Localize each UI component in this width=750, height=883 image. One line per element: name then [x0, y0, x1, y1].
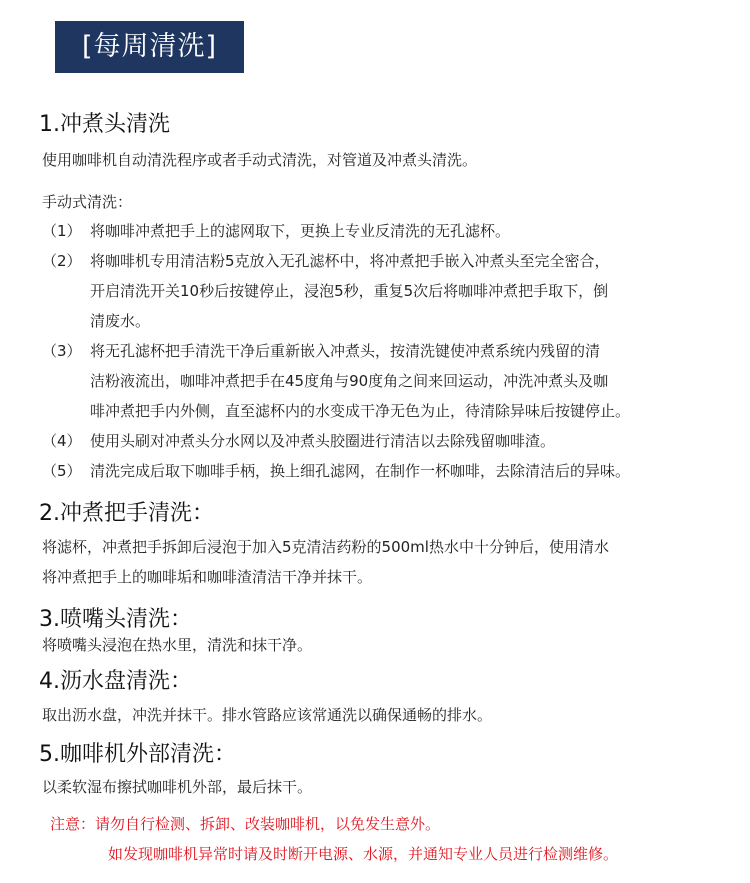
warning-line-2: 如发现咖啡机异常时请及时断开电源、水源，并通知专业人员进行检测维修。 [108, 845, 619, 863]
step-2-line-2: 开启清洗开关10秒后按键停止，浸泡5秒，重复5次后将咖啡冲煮把手取下，倒 [90, 282, 609, 300]
step-2-line-1: 将咖啡机专用清洁粉5克放入无孔滤杯中，将冲煮把手嵌入冲煮头至完全密合， [90, 252, 610, 270]
step-5-number: （5） [42, 462, 82, 480]
step-1-number: （1） [42, 222, 82, 240]
section-4-title: 4.沥水盘清洗： [39, 669, 192, 694]
step-2-line-3: 清废水。 [90, 312, 151, 330]
step-3-number: （3） [42, 342, 82, 360]
step-3-line-1: 将无孔滤杯把手清洗干净后重新嵌入冲煮头，按清洗键使冲煮系统内残留的清 [90, 342, 601, 360]
section-5-text: 以柔软湿布擦拭咖啡机外部，最后抹干。 [42, 778, 313, 796]
section-2-title: 2.冲煮把手清洗： [39, 501, 214, 526]
step-1-line-1: 将咖啡冲煮把手上的滤网取下，更换上专业反清洗的无孔滤杯。 [90, 222, 511, 240]
section-1-intro: 使用咖啡机自动清洗程序或者手动式清洗，对管道及冲煮头清洗。 [42, 151, 478, 169]
step-4-number: （4） [42, 432, 82, 450]
step-3-line-2: 洁粉液流出，咖啡冲煮把手在45度角与90度角之间来回运动，冲洗冲煮头及咖 [90, 372, 609, 390]
section-2-line-2: 将冲煮把手上的咖啡垢和咖啡渣清洁干净并抹干。 [42, 568, 373, 586]
section-3-text: 将喷嘴头浸泡在热水里，清洗和抹干净。 [42, 636, 313, 654]
warning-line-1: 注意：请勿自行检测、拆卸、改装咖啡机，以免发生意外。 [50, 815, 441, 833]
step-3-line-3: 啡冲煮把手内外侧，直至滤杯内的水变成干净无色为止，待清除异味后按键停止。 [90, 402, 631, 420]
step-5-line-1: 清洗完成后取下咖啡手柄，换上细孔滤网，在制作一杯咖啡，去除清洁后的异味。 [90, 462, 631, 480]
step-4-line-1: 使用头刷对冲煮头分水网以及冲煮头胶圈进行清洁以去除残留咖啡渣。 [90, 432, 556, 450]
step-2-number: （2） [42, 252, 82, 270]
section-5-title: 5.咖啡机外部清洗： [39, 742, 236, 767]
section-2-line-1: 将滤杯，冲煮把手拆卸后浸泡于加入5克清洁药粉的500ml热水中十分钟后，使用清水 [42, 538, 609, 556]
section-1-title: 1.冲煮头清洗 [39, 112, 170, 137]
manual-label: 手动式清洗： [42, 193, 133, 211]
section-4-text: 取出沥水盘，冲洗并抹干。排水管路应该常通洗以确保通畅的排水。 [42, 706, 493, 724]
section-3-title: 3.喷嘴头清洗： [39, 607, 192, 632]
section-badge: [每周清洗] [55, 21, 244, 73]
